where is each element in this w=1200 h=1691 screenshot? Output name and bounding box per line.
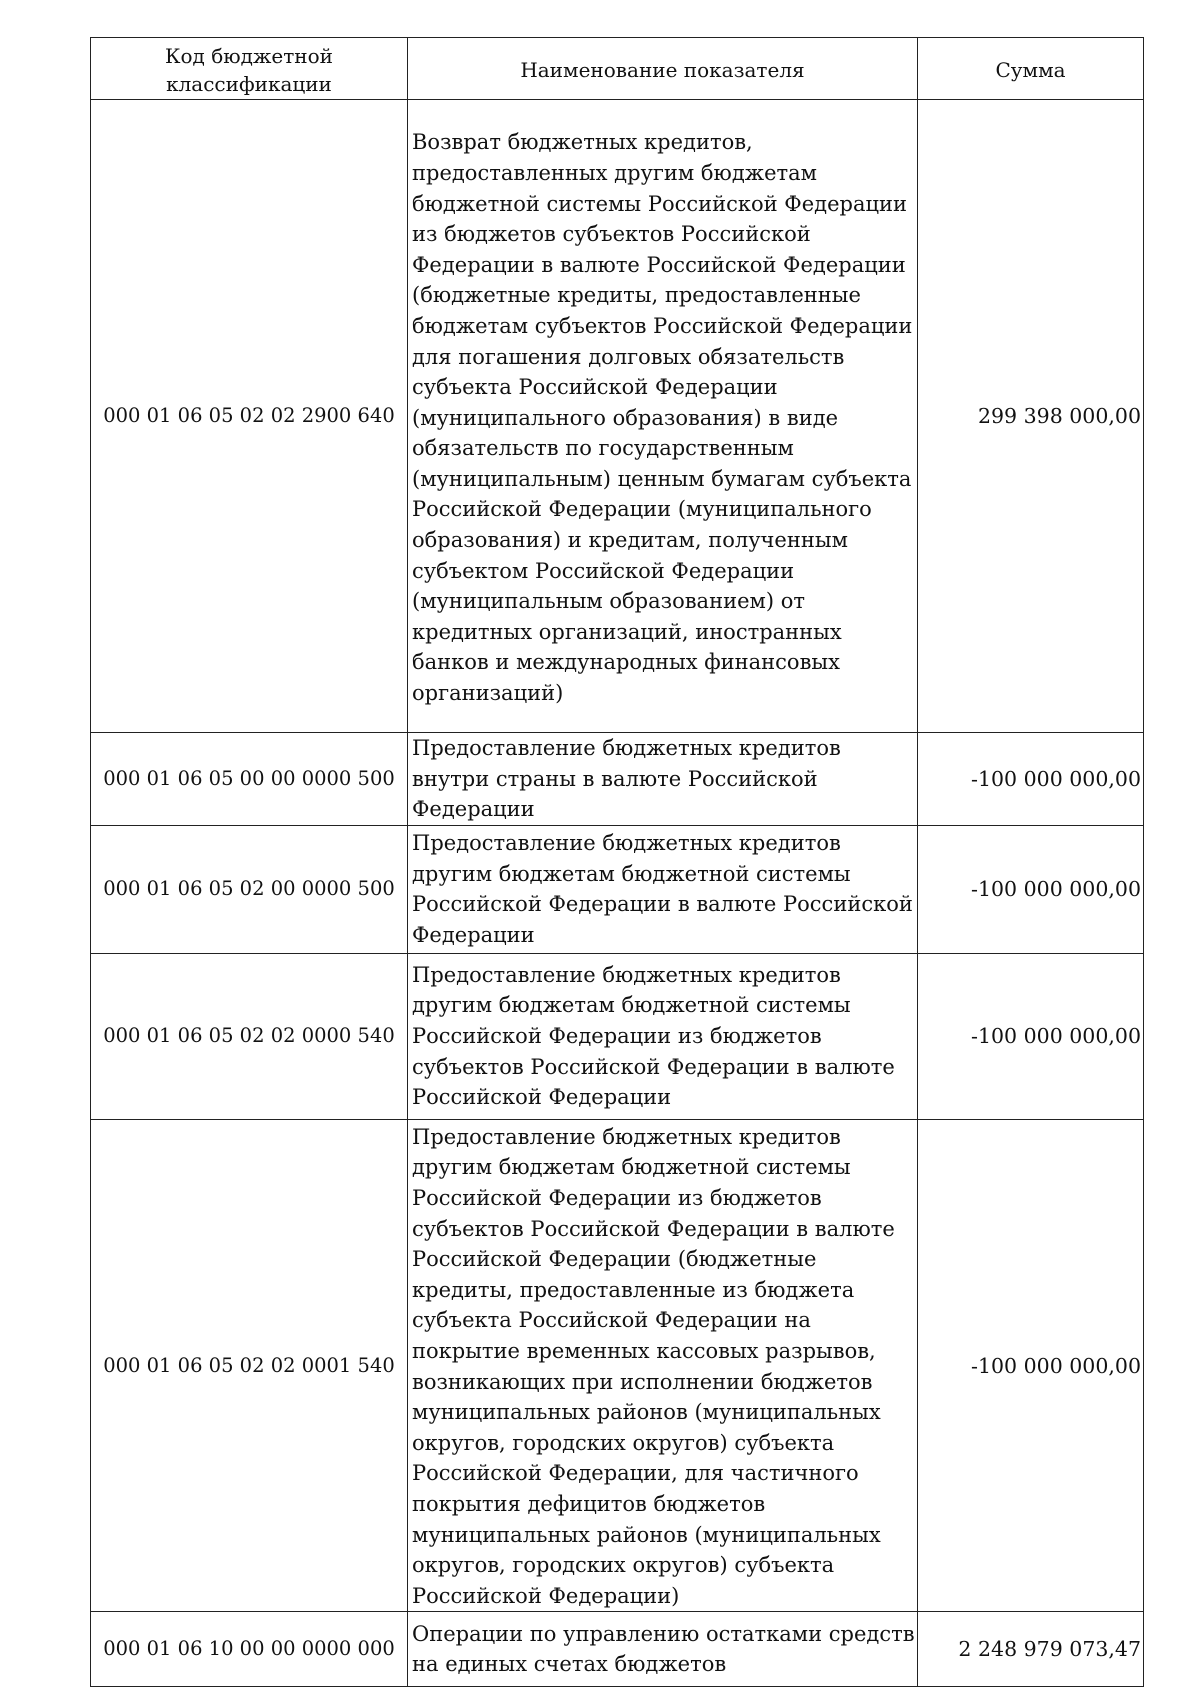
row-sum: 299 398 000,00 — [918, 100, 1144, 733]
row-code: 000 01 06 10 00 00 0000 000 — [91, 1612, 408, 1687]
row-code: 000 01 06 05 00 00 0000 500 — [91, 733, 408, 826]
row-code: 000 01 06 05 02 00 0000 500 — [91, 825, 408, 953]
row-code: 000 01 06 05 02 02 0000 540 — [91, 953, 408, 1119]
table-row — [91, 100, 1144, 733]
table-header-row — [91, 38, 1144, 100]
table-row — [91, 1119, 1144, 1612]
row-name: Операции по управлению остатками средств на единых счетах бюджетов — [408, 1612, 918, 1687]
row-sum: -100 000 000,00 — [918, 1119, 1144, 1612]
row-name: Возврат бюджетных кредитов, предоставленных другим бюджетам бюджетной системы Российской Федерации из бюджетов субъектов Российской Федерации в валюте Российской Федерации (бюджетные кредиты, предоставленные бюджетам субъектов Российской Федерации для погашения долговых обязательств субъекта Российской Федерации (муниципального образования) в виде обязательств по государственным (муниципальным) ценным бумагам субъекта Российской Федерации (муниципального образования) и кредитам, полученным субъектом Российской Федерации (муниципальным образованием) от кредитных организаций, иностранных банков и международных финансовых организаций) — [408, 100, 918, 733]
table-row — [91, 1612, 1144, 1687]
row-code: 000 01 06 05 02 02 0001 540 — [91, 1119, 408, 1612]
header-sum — [918, 38, 1144, 100]
row-code: 000 01 06 05 02 02 2900 640 — [91, 100, 408, 733]
table-row — [91, 953, 1144, 1119]
row-sum: 2 248 979 073,47 — [918, 1612, 1144, 1687]
budget-classification-table — [90, 37, 1144, 1687]
row-name: Предоставление бюджетных кредитов другим бюджетам бюджетной системы Российской Федерации из бюджетов субъектов Российской Федерации в валюте Российской Федерации — [408, 953, 918, 1119]
row-name: Предоставление бюджетных кредитов другим бюджетам бюджетной системы Российской Федерации в валюте Российской Федерации — [408, 825, 918, 953]
header-code-label: Код бюджетной классификации — [165, 43, 333, 96]
row-sum: -100 000 000,00 — [918, 733, 1144, 826]
row-name: Предоставление бюджетных кредитов внутри страны в валюте Российской Федерации — [408, 733, 918, 826]
table-row — [91, 733, 1144, 826]
row-name: Предоставление бюджетных кредитов другим бюджетам бюджетной системы Российской Федерации из бюджетов субъектов Российской Федерации в валюте Российской Федерации (бюджетные кредиты, предоставленные из бюджета субъекта Российской Федерации на покрытие временных кассовых разрывов, возникающих при исполнении бюджетов муниципальных районов (муниципальных округов, городских округов) субъекта Российской Федерации, для частичного покрытия дефицитов бюджетов муниципальных районов (муниципальных округов, городских округов) субъекта Российской Федерации) — [408, 1119, 918, 1612]
header-name-label: Наименование показателя — [520, 57, 805, 82]
header-code — [91, 38, 408, 100]
header-sum-label: Сумма — [995, 57, 1066, 82]
row-sum: -100 000 000,00 — [918, 953, 1144, 1119]
header-name — [408, 38, 918, 100]
row-sum: -100 000 000,00 — [918, 825, 1144, 953]
table-row — [91, 825, 1144, 953]
